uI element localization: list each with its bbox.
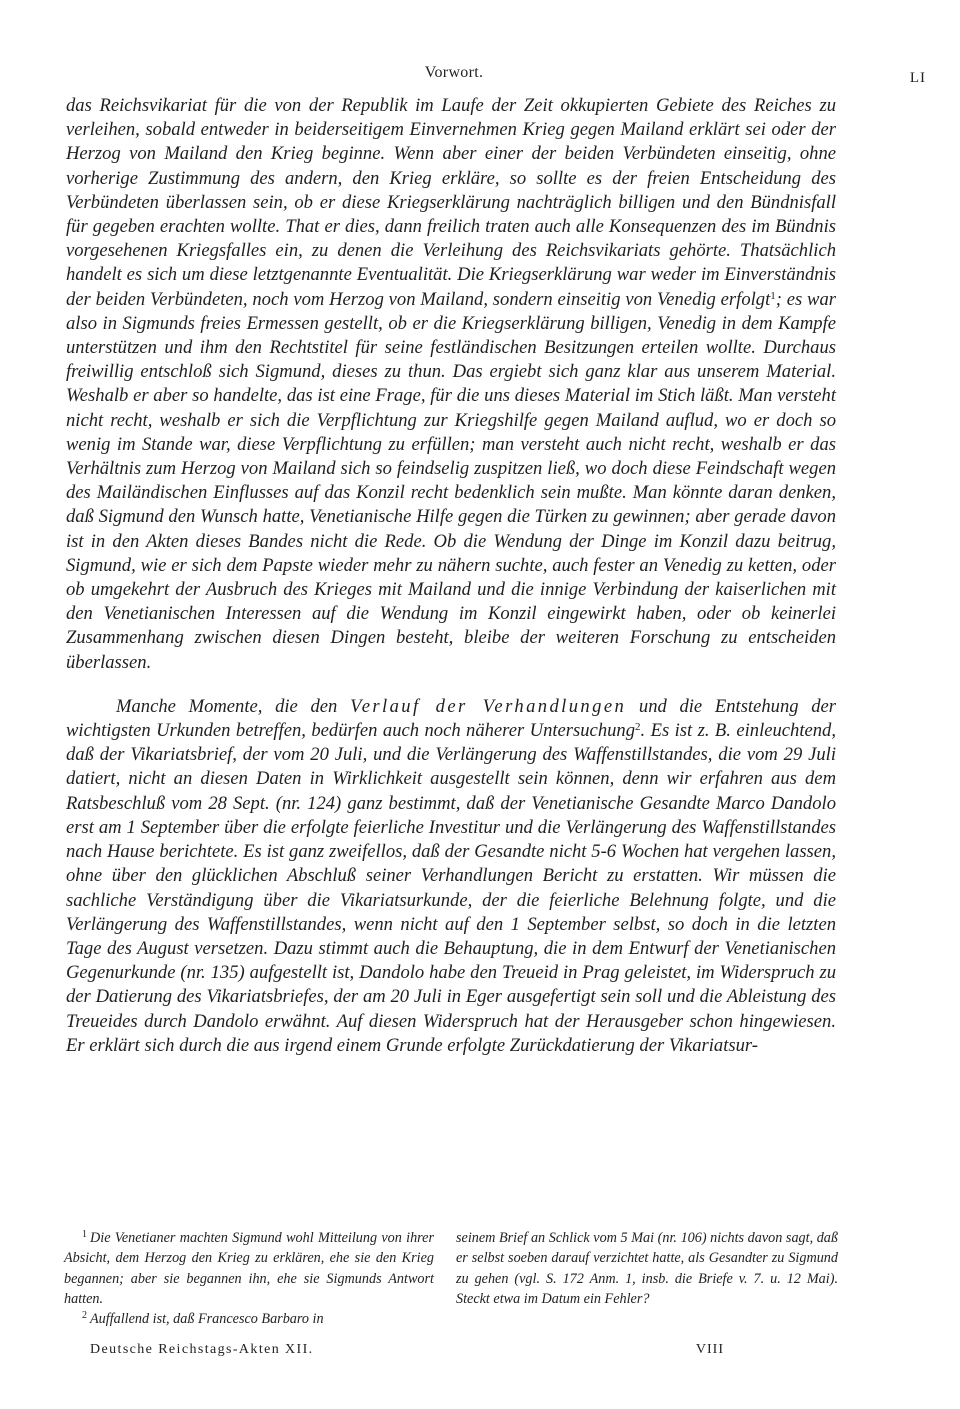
paragraph-1-text-a: das Reichsvikariat für die von der Republik im Laufe der Zeit okkupierten Gebiete des Reiches zu verleihen, sobald entweder in beiderseitigem Einvernehmen Krieg gegen Mailand erklärt sei oder der Herzog von Mailand den Krieg beginne. Wenn aber einer der beiden Verbündeten einseitig, ohne vorherige Zustimmung des andern, den Krieg erkläre, so sollte es der freien Entscheidung des Verbündeten überlassen sein, ob er diese Kriegserklärung nachträglich billigen und den Bündnisfall für gegeben erachten wollte. That er dies, dann freilich traten auch alle Konsequenzen des im Bündnis vorgesehenen Kriegsfalles ein, zu denen die Verleihung des Reichsvikariats gehörte. Thatsächlich handelt es sich um diese letztgenannte Eventualität. Die Kriegserklärung war weder im Einverständnis der beiden Verbündeten, noch vom Herzog von Mailand, sondern einseitig von Venedig erfolgt bbox=[66, 95, 836, 310]
footnote-1-text: Die Venetianer machten Sigmund wohl Mitteilung von ihrer Absicht, dem Herzog den Krieg zu erklären, ehe sie den Krieg begannen; aber sie begannen ihn, ehe sie Sigmunds Antwort hatten. bbox=[64, 1230, 434, 1307]
main-text bbox=[66, 94, 836, 1058]
paragraph-2-text-c: . Es ist z. B. einleuchtend, daß der Vikariatsbrief, der vom 20 Juli, und die Verlängerung des Waffenstillstandes, die vom 29 Juli datiert, nicht an diesen Daten in Wirklichkeit ausgestellt sein können, denn wir erfahren aus dem Ratsbeschluß vom 28 Sept. (nr. 124) ganz bestimmt, daß der Venetianische Gesandte Marco Dandolo erst am 1 September über die erfolgte feierliche Investitur und die Verlängerung des Waffenstillstandes nach Hause berichtete. Es ist ganz zweifellos, daß der Gesandte nicht 5-6 Wochen hat vergehen lassen, ohne über den glücklichen Abschluß seiner Verhandlungen Bericht zu erstatten. Wir müssen die sachliche Verständigung über die Vikariatsurkunde, der die feierliche Belehnung folgte, und die Verlängerung des Waffenstillstandes, wenn nicht auf den 1 September selbst, so doch in die letzten Tage des August versetzen. Dazu stimmt auch die Behauptung, die in dem Entwurf der Venetianischen Gegenurkunde (nr. 135) aufgestellt ist, Dandolo habe den Treueid in Prag geleistet, im Widerspruch zu der Datierung des Vikariatsbriefes, der am 20 Juli in Eger ausgefertigt sein soll und die Ableistung des Treueides durch Dandolo erwähnt. Auf diesen Widerspruch hat der Herausgeber schon hingewiesen. Er erklärt sich durch die aus irgend einem Grunde erfolgte Zurückdatierung der Vikariatsur- bbox=[66, 720, 836, 1056]
footnote-ref-1: 1 bbox=[770, 289, 776, 302]
running-title: Vorwort. bbox=[424, 64, 484, 81]
footnote-2-continued: seinem Brief an Schlick vom 5 Mai (nr. 106) nichts davon sagt, daß er selbst soeben darauf verzichtet hatte, als Gesandter zu Sigmund zu gehen (vgl. S. 172 Anm. 1, insb. die Briefe v. 7. u. 12 Mai). Steckt etwa im Datum ein Fehler? bbox=[456, 1230, 838, 1307]
footnote-2 bbox=[64, 1309, 434, 1329]
footnote-2-number: 2 bbox=[82, 1310, 87, 1322]
paragraph-2-text-a: Manche Momente, die den bbox=[116, 695, 338, 717]
page-footer bbox=[90, 1342, 750, 1362]
paragraph-2-text-b: und die Entstehung der wichtigsten Urkunden betreffen, bedürfen auch noch näherer Untersuchung bbox=[66, 695, 837, 742]
sheet-signature: VIII bbox=[695, 1342, 724, 1357]
footnote-ref-2: 2 bbox=[635, 721, 641, 734]
footnotes-left-column bbox=[64, 1228, 434, 1329]
paragraph-2 bbox=[66, 695, 836, 1058]
paragraph-1 bbox=[66, 94, 836, 675]
paragraph-1-text-b: ; es war also in Sigmunds freies Ermessen gestellt, ob er die Kriegserklärung billigen, Venedig in dem Kampfe unterstützen und ihm den Rechtstitel für seine festländischen Besitzungen erteilen wollte. Durchaus freiwillig entschloß sich Sigmund, dieses zu thun. Das ergiebt sich ganz klar aus unserem Material. Weshalb er aber so handelte, das ist eine Frage, für die uns dieses Material im Stich läßt. Man versteht nicht recht, weshalb er sich die Verpflichtung zur Kriegshilfe gegen Mailand auflud, wo er doch so wenig im Stande war, diese Verpflichtung zu erfüllen; man versteht auch nicht recht, weshalb er das Verhältnis zum Herzog von Mailand sich so feindselig zuspitzen ließ, wo doch diese Feindschaft wegen des Mailändischen Einflusses auf das Konzil recht bedenklich sein mußte. Man könnte daran denken, daß Sigmund den Wunsch hatte, Venetianische Hilfe gegen die Türken zu gewinnen; aber gerade davon ist in den Akten dieses Bandes nicht die Rede. Ob die Wendung der Dinge im Konzil dazu beitrug, Sigmund, wie er sich dem Papste wieder mehr zu nähern suchte, auch fester an Venedig zu ketten, oder ob umgekehrt der Ausbruch des Krieges mit Mailand und die innige Verbindung der kaiserlichen mit den Venetianischen Interessen auf die Wendung im Konzil eingewirkt haben, oder ob keinerlei Zusammenhang zwischen diesen Dingen besteht, bleibe der weiteren Forschung zu entscheiden überlassen. bbox=[66, 288, 836, 673]
spaced-emphasis: Verlauf der Verhandlungen bbox=[350, 695, 627, 717]
running-header bbox=[66, 64, 926, 86]
footnote-1 bbox=[64, 1228, 434, 1309]
page-number: LI bbox=[909, 70, 926, 86]
footnote-2-text: Auffallend ist, daß Francesco Barbaro in bbox=[90, 1311, 324, 1328]
signature-line: Deutsche Reichstags-Akten XII. bbox=[90, 1342, 314, 1357]
footnotes-right-column bbox=[456, 1228, 838, 1309]
footnote-1-number: 1 bbox=[82, 1229, 87, 1240]
